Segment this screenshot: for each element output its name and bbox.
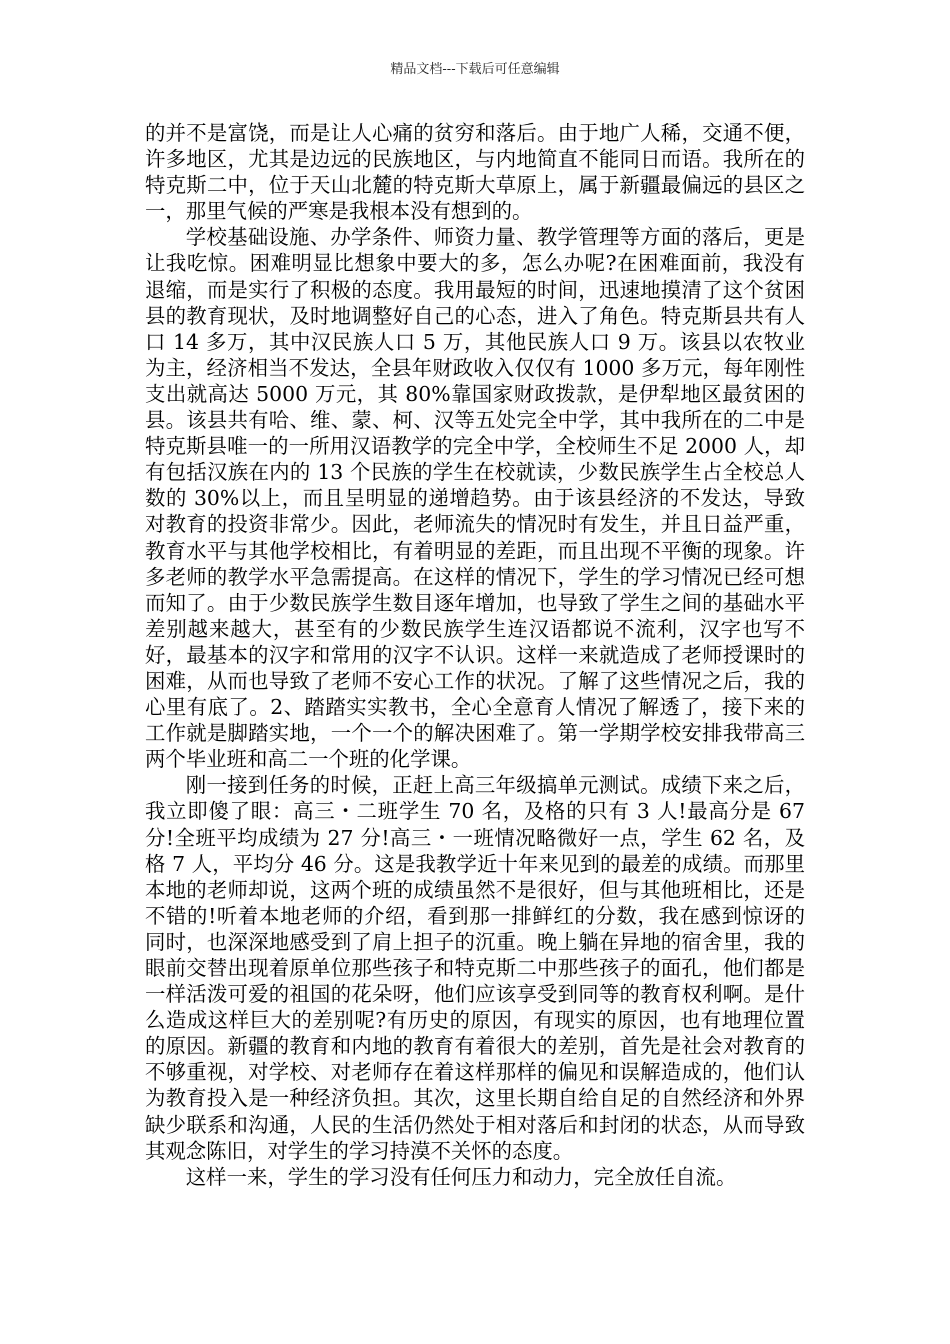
document-body: [145, 120, 805, 1190]
paragraph-1: 的并不是富饶，而是让人心痛的贫穷和落后。由于地广人稀，交通不便，许多地区，尤其是边远的民族地区，与内地简直不能同日而语。我所在的特克斯二中，位于天山北麓的特克斯大草原上，属于新疆最偏远的县区之一，那里气候的严寒是我根本没有想到的。: [145, 121, 805, 224]
paragraph-2: 学校基础设施、办学条件、师资力量、教学管理等方面的落后，更是让我吃惊。困难明显比想象中要大的多，怎么办呢?在困难面前，我没有退缩，而是实行了积极的态度。我用最短的时间，迅速地摸清了这个贫困县的教育现状，及时地调整好自己的心态，进入了角色。特克斯县共有人口 14 多万，其中汉民族人口 5 万，其他民族人口 9 万。该县以农牧业为主，经济相当不发达，全县年财政收入仅仅有 1000 多万元，每年刚性支出就高达 5000 万元，其 80%靠国家财政拨款，是伊犁地区最贫困的县。该县共有哈、维、蒙、柯、汉等五处完全中学，其中我所在的二中是特克斯县唯一的一所用汉语教学的完全中学，全校师生不足 2000 人，却有包括汉族在内的 13 个民族的学生在校就读，少数民族学生占全校总人数的 30%以上，而且呈明显的递增趋势。由于该县经济的不发达，导致对教育的投资非常少。因此，老师流失的情况时有发生，并且日益严重，教育水平与其他学校相比，有着明显的差距，而且出现不平衡的现象。许多老师的教学水平急需提高。在这样的情况下，学生的学习情况已经可想而知了。由于少数民族学生数目逐年增加，也导致了学生之间的基础水平差别越来越大，甚至有的少数民族学生连汉语都说不流利，汉字也写不好，最基本的汉字和常用的汉字不认识。这样一来就造成了老师授课时的困难，从而也导致了老师不安心工作的状况。了解了这些情况之后，我的心里有底了。2、踏踏实实教书，全心全意育人情况了解透了，接下来的工作就是脚踏实地，一个一个的解决困难了。第一学期学校安排我带高三两个毕业班和高二一个班的化学课。: [145, 225, 805, 772]
paragraph-4: 这样一来，学生的学习没有任何压力和动力，完全放任自流。: [185, 1164, 737, 1189]
paragraph-3: 刚一接到任务的时候，正赶上高三年级搞单元测试。成绩下来之后，我立即傻了眼：高三・二班学生 70 名，及格的只有 3 人!最高分是 67 分!全班平均成绩为 27 分!高三・一班情况略微好一点，学生 62 名，及格 7 人，平均分 46 分。这是我教学近十年来见到的最差的成绩。而那里本地的老师却说，这两个班的成绩虽然不是很好，但与其他班相比，还是不错的!听着本地老师的介绍，看到那一排鲜红的分数，我在感到惊讶的同时，也深深地感受到了肩上担子的沉重。晚上躺在异地的宿舍里，我的眼前交替出现着原单位那些孩子和特克斯二中那些孩子的面孔，他们都是一样活泼可爱的祖国的花朵呀，他们应该享受到同等的教育权利啊。是什么造成这样巨大的差别呢?有历史的原因，有现实的原因，也有地理位置的原因。新疆的教育和内地的教育有着很大的差别，首先是社会对教育的不够重视，对学校、对老师存在着这样那样的偏见和误解造成的，他们认为教育投入是一种经济负担。其次，这里长期自给自足的自然经济和外界缺少联系和沟通，人民的生活仍然处于相对落后和封闭的状态，从而导致其观念陈旧，对学生的学习持漠不关怀的态度。: [145, 773, 805, 1163]
page-header: 精品文档---下载后可任意编辑: [390, 62, 560, 77]
